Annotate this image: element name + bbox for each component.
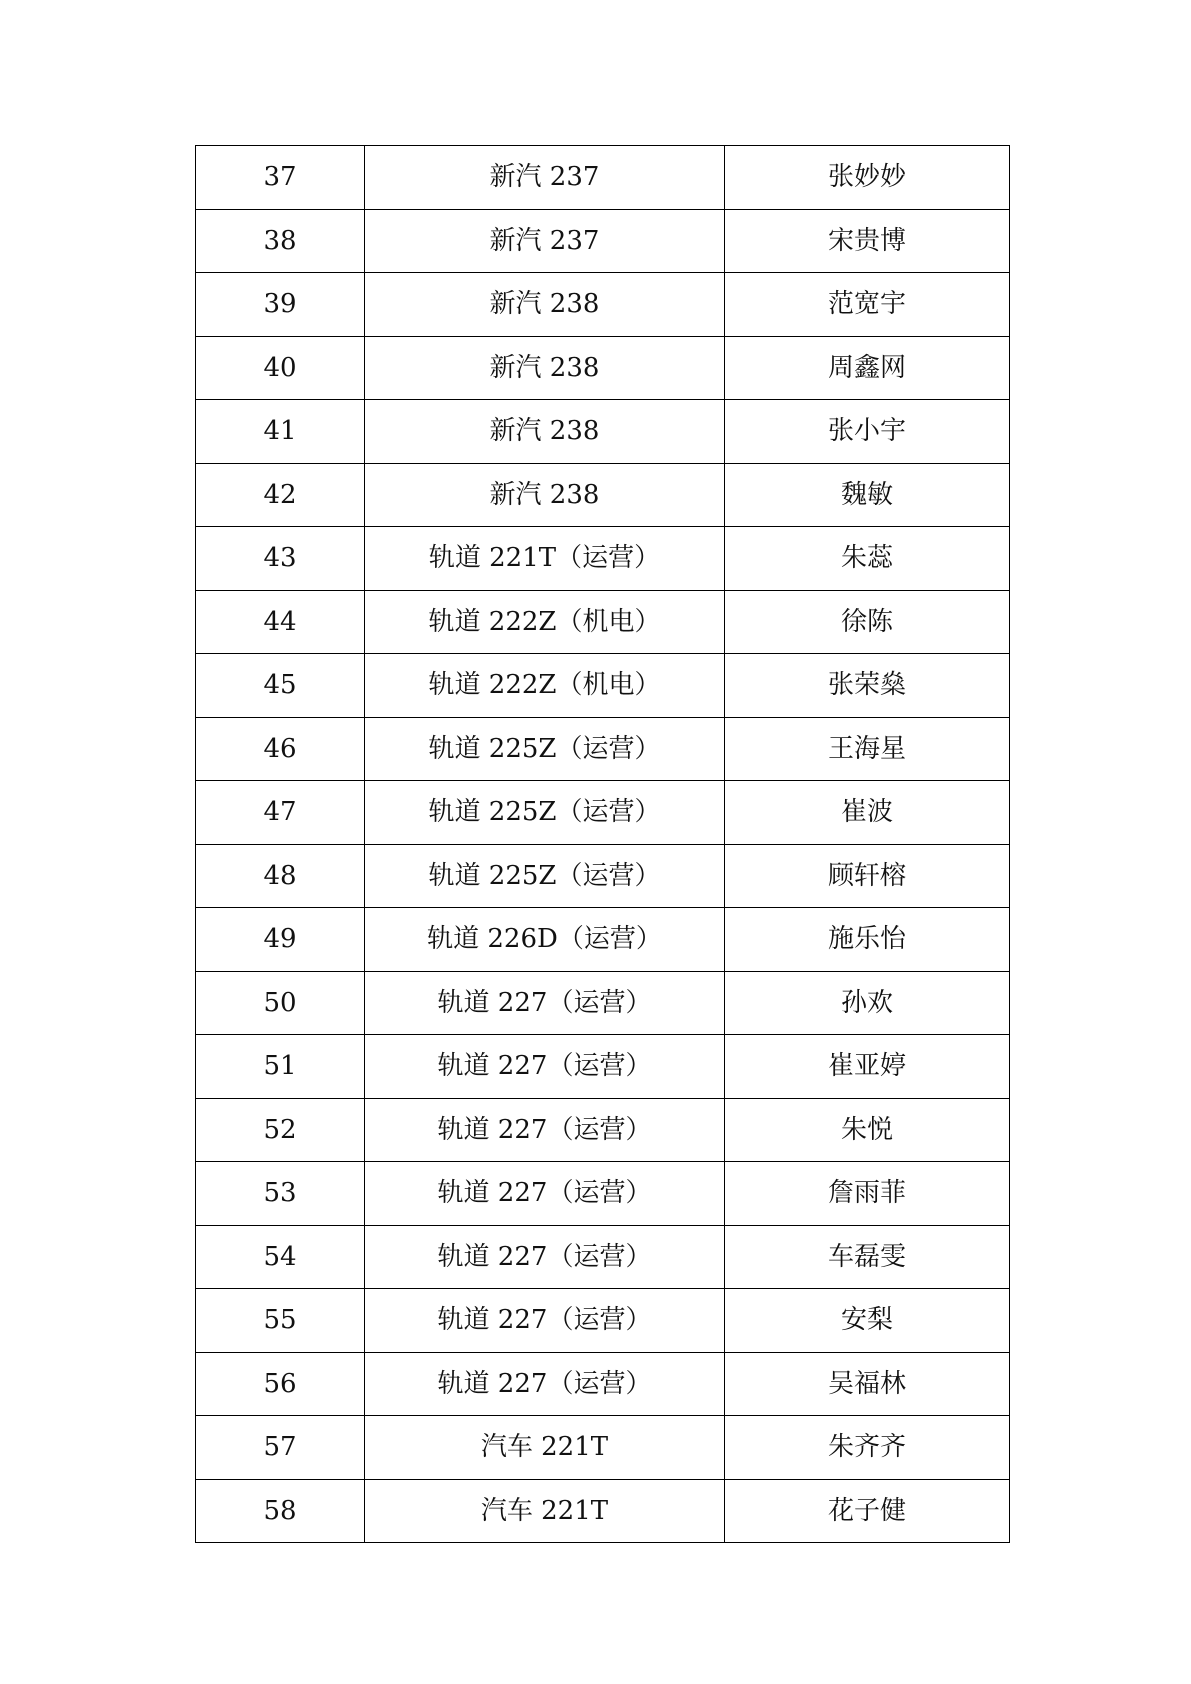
student-name: 吴福林 — [725, 1352, 1010, 1416]
row-number: 51 — [196, 1035, 365, 1099]
student-name: 车磊雯 — [725, 1225, 1010, 1289]
table-row — [196, 336, 1010, 400]
student-name: 崔亚婷 — [725, 1035, 1010, 1099]
class-name: 轨道 226D（运营） — [365, 908, 725, 972]
class-name: 新汽 238 — [365, 273, 725, 337]
row-number: 41 — [196, 400, 365, 464]
table-row — [196, 844, 1010, 908]
student-name: 周鑫网 — [725, 336, 1010, 400]
student-name: 顾轩榕 — [725, 844, 1010, 908]
student-name: 施乐怡 — [725, 908, 1010, 972]
row-number: 58 — [196, 1479, 365, 1543]
roster-table — [195, 145, 1010, 1543]
class-name: 轨道 227（运营） — [365, 1162, 725, 1226]
class-name: 新汽 237 — [365, 146, 725, 210]
row-number: 45 — [196, 654, 365, 718]
class-name: 新汽 238 — [365, 463, 725, 527]
row-number: 52 — [196, 1098, 365, 1162]
table-row — [196, 1289, 1010, 1353]
student-name: 王海星 — [725, 717, 1010, 781]
table-row — [196, 463, 1010, 527]
table-row — [196, 146, 1010, 210]
class-name: 新汽 238 — [365, 336, 725, 400]
class-name: 轨道 227（运营） — [365, 1352, 725, 1416]
table-row — [196, 1035, 1010, 1099]
table-row — [196, 590, 1010, 654]
class-name: 新汽 238 — [365, 400, 725, 464]
table-row — [196, 654, 1010, 718]
row-number: 46 — [196, 717, 365, 781]
student-name: 范宽宇 — [725, 273, 1010, 337]
row-number: 55 — [196, 1289, 365, 1353]
student-name: 安梨 — [725, 1289, 1010, 1353]
row-number: 50 — [196, 971, 365, 1035]
table-row — [196, 971, 1010, 1035]
row-number: 42 — [196, 463, 365, 527]
student-name: 张小宇 — [725, 400, 1010, 464]
student-name: 徐陈 — [725, 590, 1010, 654]
table-row — [196, 400, 1010, 464]
student-name: 崔波 — [725, 781, 1010, 845]
table-row — [196, 1479, 1010, 1543]
student-name: 孙欢 — [725, 971, 1010, 1035]
class-name: 新汽 237 — [365, 209, 725, 273]
student-name: 魏敏 — [725, 463, 1010, 527]
student-name: 花子健 — [725, 1479, 1010, 1543]
row-number: 48 — [196, 844, 365, 908]
row-number: 44 — [196, 590, 365, 654]
student-name: 张荣燊 — [725, 654, 1010, 718]
student-name: 张妙妙 — [725, 146, 1010, 210]
row-number: 56 — [196, 1352, 365, 1416]
row-number: 40 — [196, 336, 365, 400]
class-name: 轨道 222Z（机电） — [365, 654, 725, 718]
class-name: 轨道 227（运营） — [365, 1289, 725, 1353]
class-name: 轨道 227（运营） — [365, 1098, 725, 1162]
table-row — [196, 717, 1010, 781]
class-name: 轨道 227（运营） — [365, 971, 725, 1035]
class-name: 汽车 221T — [365, 1416, 725, 1480]
student-name: 詹雨菲 — [725, 1162, 1010, 1226]
class-name: 轨道 227（运营） — [365, 1035, 725, 1099]
row-number: 38 — [196, 209, 365, 273]
student-name: 宋贵博 — [725, 209, 1010, 273]
row-number: 39 — [196, 273, 365, 337]
row-number: 57 — [196, 1416, 365, 1480]
student-name: 朱齐齐 — [725, 1416, 1010, 1480]
class-name: 轨道 225Z（运营） — [365, 717, 725, 781]
table-row — [196, 527, 1010, 591]
row-number: 53 — [196, 1162, 365, 1226]
class-name: 轨道 222Z（机电） — [365, 590, 725, 654]
class-name: 轨道 227（运营） — [365, 1225, 725, 1289]
table-row — [196, 908, 1010, 972]
student-name: 朱蕊 — [725, 527, 1010, 591]
table-row — [196, 1416, 1010, 1480]
table-row — [196, 781, 1010, 845]
row-number: 37 — [196, 146, 365, 210]
row-number: 54 — [196, 1225, 365, 1289]
class-name: 轨道 225Z（运营） — [365, 781, 725, 845]
table-row — [196, 1162, 1010, 1226]
row-number: 49 — [196, 908, 365, 972]
table-row — [196, 1225, 1010, 1289]
table-row — [196, 209, 1010, 273]
table-row — [196, 1098, 1010, 1162]
student-name: 朱悦 — [725, 1098, 1010, 1162]
table-row — [196, 273, 1010, 337]
table-row — [196, 1352, 1010, 1416]
row-number: 47 — [196, 781, 365, 845]
class-name: 轨道 225Z（运营） — [365, 844, 725, 908]
class-name: 汽车 221T — [365, 1479, 725, 1543]
class-name: 轨道 221T（运营） — [365, 527, 725, 591]
row-number: 43 — [196, 527, 365, 591]
